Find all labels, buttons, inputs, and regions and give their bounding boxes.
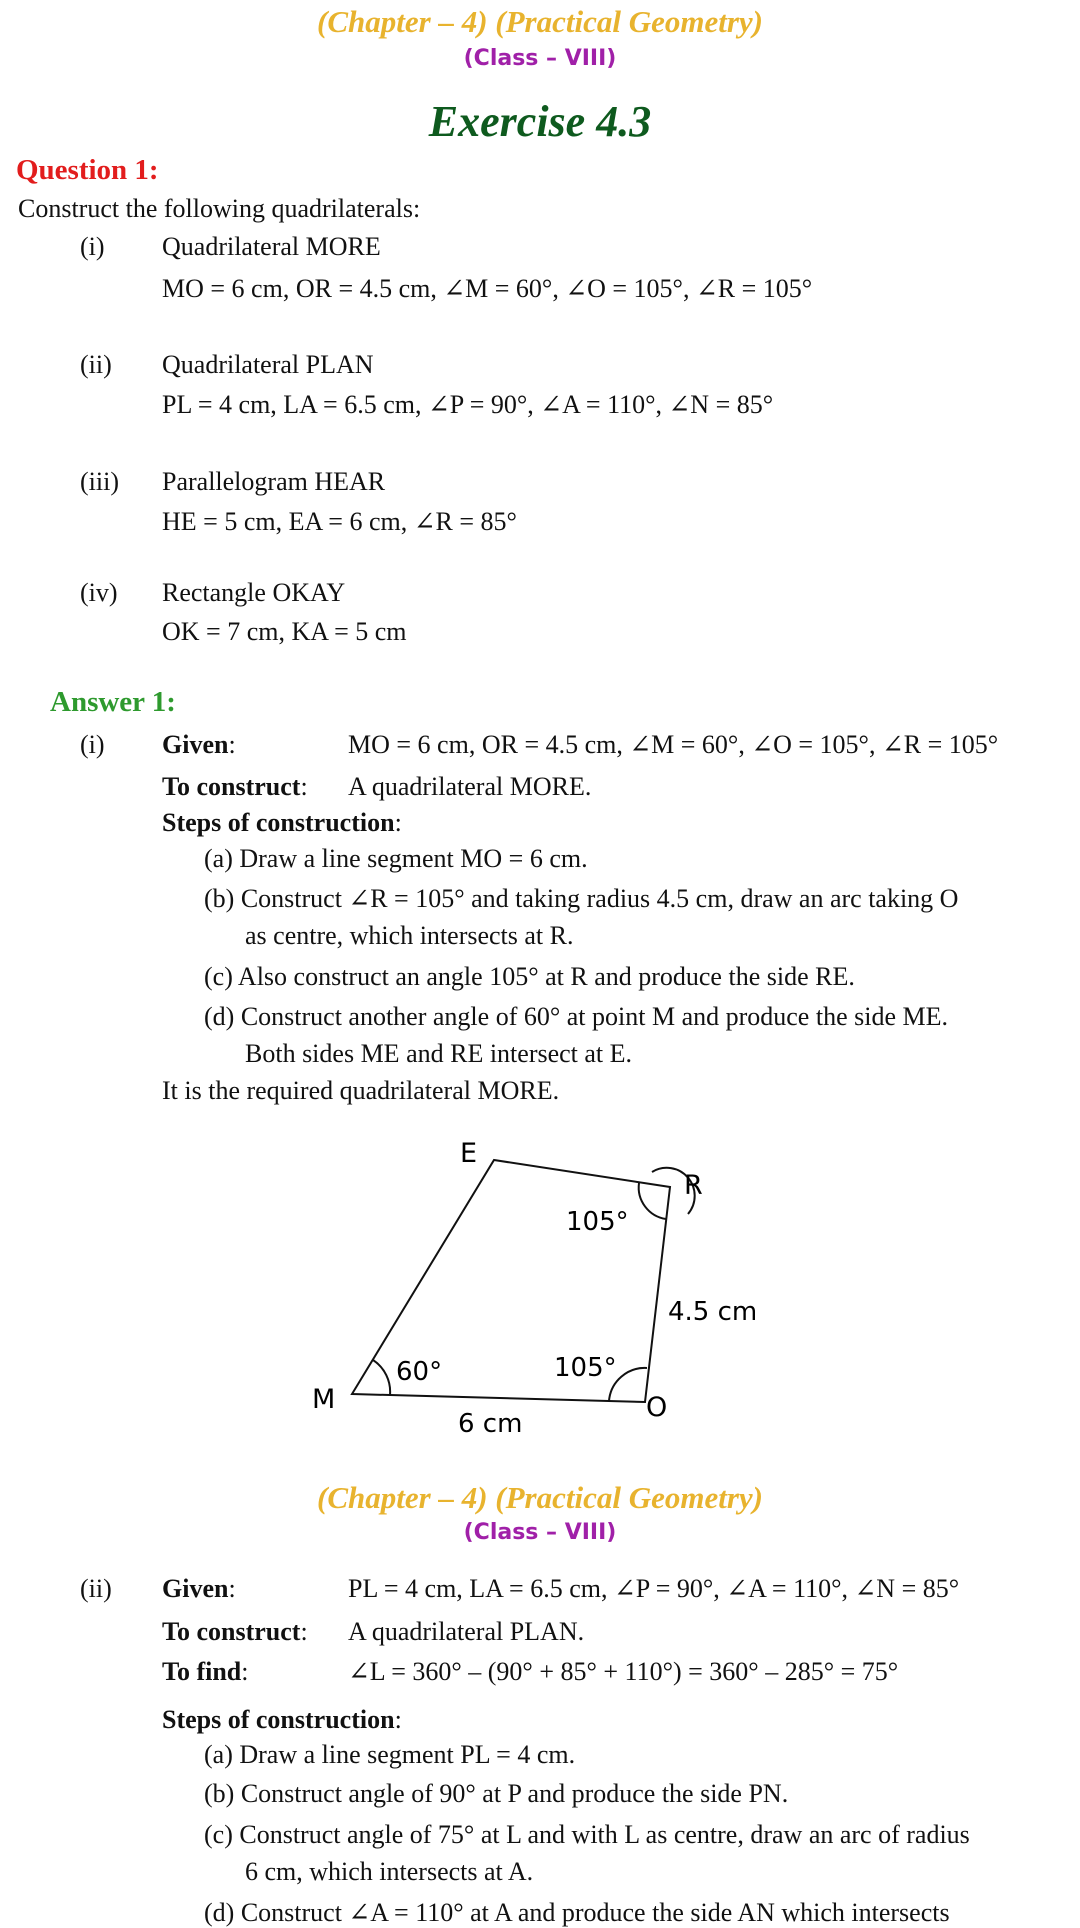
step-c: (c) Also construct an angle 105° at R and produce the side RE. [204,962,855,991]
class-label: (Class – VIII) [463,46,617,71]
part-given: PL = 4 cm, LA = 6.5 cm, ∠P = 90°, ∠A = 110°, ∠N = 85° [162,390,774,419]
to-construct-label-text: To construct [162,772,301,801]
class-label-repeat: (Class – VIII) [463,1520,617,1545]
part-number: (i) [80,232,105,261]
given-value: PL = 4 cm, LA = 6.5 cm, ∠P = 90°, ∠A = 110°, ∠N = 85° [348,1574,960,1603]
step-b: (b) Construct ∠R = 105° and taking radius 4.5 cm, draw an arc taking O [204,884,959,913]
to-find-value: ∠L = 360° – (90° + 85° + 110°) = 360° – 285° = 75° [348,1657,899,1686]
step-c-cont: 6 cm, which intersects at A. [245,1857,534,1886]
vertex-label-r: R [684,1170,703,1201]
given-label: Given: [162,730,236,759]
given-label: Given: [162,1574,236,1603]
step-a: (a) Draw a line segment PL = 4 cm. [204,1740,576,1769]
vertex-label-o: O [646,1392,668,1423]
vertex-label-e: E [460,1138,478,1169]
part-number: (iv) [80,578,118,607]
answer-part-number: (ii) [80,1574,112,1603]
step-d: (d) Construct ∠A = 110° at A and produce the side AN which intersects [204,1898,950,1927]
step-a: (a) Draw a line segment MO = 6 cm. [204,844,588,873]
angle-label-o: 105° [554,1353,617,1383]
chapter-heading-repeat: (Chapter – 4) (Practical Geometry) [317,1480,763,1515]
side-label-mo: 6 cm [458,1409,523,1439]
conclusion: It is the required quadrilateral MORE. [162,1076,560,1105]
steps-label: Steps of construction: [162,1705,402,1734]
to-construct-label-text: To construct [162,1617,301,1646]
part-name: Quadrilateral PLAN [162,350,374,379]
part-name: Quadrilateral MORE [162,232,381,261]
steps-label: Steps of construction: [162,808,402,837]
to-construct-label: To construct: [162,1617,308,1646]
side-label-or: 4.5 cm [668,1297,758,1327]
part-given: MO = 6 cm, OR = 4.5 cm, ∠M = 60°, ∠O = 105°, ∠R = 105° [162,274,813,303]
part-name: Rectangle OKAY [162,578,346,607]
question-intro: Construct the following quadrilaterals: [18,194,421,223]
given-label-text: Given [162,1574,229,1603]
to-construct-value: A quadrilateral MORE. [348,772,592,801]
question-title: Question 1: [16,154,159,186]
step-d: (d) Construct another angle of 60° at point M and produce the side ME. [204,1002,948,1031]
to-find-label: To find: [162,1657,249,1686]
angle-label-m: 60° [396,1357,443,1387]
exercise-title: Exercise 4.3 [428,97,652,146]
part-number: (iii) [80,467,119,496]
step-d-cont: Both sides ME and RE intersect at E. [245,1039,633,1068]
to-construct-value: A quadrilateral PLAN. [348,1617,585,1646]
steps-label-text: Steps of construction [162,808,395,837]
angle-label-r: 105° [566,1207,629,1237]
answer-part-number: (i) [80,730,105,759]
answer-title: Answer 1: [50,686,176,718]
part-number: (ii) [80,350,112,379]
to-construct-label: To construct: [162,772,308,801]
given-label-text: Given [162,730,229,759]
angle-arc-m [373,1360,390,1395]
step-c: (c) Construct angle of 75° at L and with L as centre, draw an arc of radius [204,1820,970,1849]
chapter-heading: (Chapter – 4) (Practical Geometry) [317,4,763,39]
given-value: MO = 6 cm, OR = 4.5 cm, ∠M = 60°, ∠O = 105°, ∠R = 105° [348,730,999,759]
to-find-label-text: To find [162,1657,242,1686]
angle-arc-r [639,1183,666,1219]
part-given: OK = 7 cm, KA = 5 cm [162,617,407,646]
vertex-label-m: M [312,1384,336,1415]
step-b: (b) Construct angle of 90° at P and produce the side PN. [204,1779,789,1808]
step-b-cont: as centre, which intersects at R. [245,921,574,950]
steps-label-text: Steps of construction [162,1705,395,1734]
part-given: HE = 5 cm, EA = 6 cm, ∠R = 85° [162,507,517,536]
part-name: Parallelogram HEAR [162,467,386,496]
